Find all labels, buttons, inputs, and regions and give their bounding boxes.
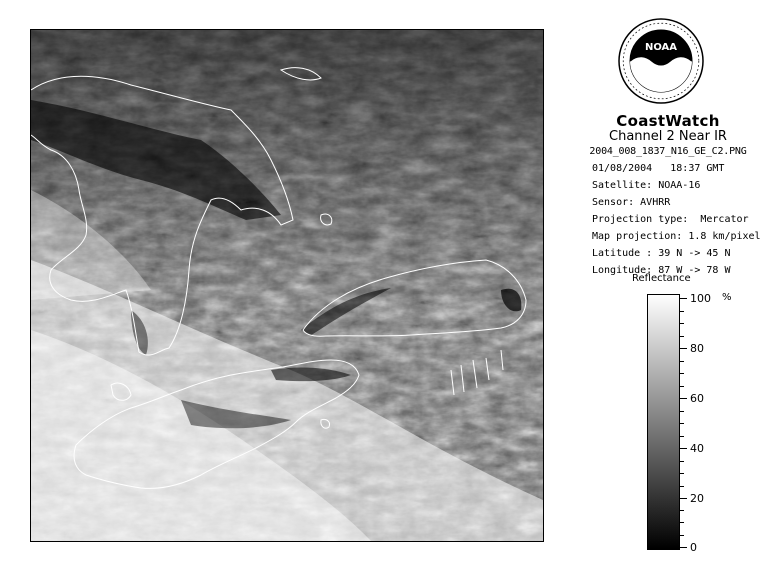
meta-satellite: Satellite: NOAA-16 — [592, 180, 701, 191]
tick-mark — [680, 398, 687, 399]
minor-tick — [680, 510, 684, 511]
minor-tick — [680, 486, 684, 487]
tick-label: 60 — [690, 392, 704, 405]
minor-tick — [680, 461, 684, 462]
minor-tick — [680, 311, 684, 312]
tick-mark — [680, 498, 687, 499]
meta-sensor: Sensor: AVHRR — [592, 197, 671, 208]
channel-title: Channel 2 Near IR — [609, 129, 727, 144]
tick-label: 0 — [690, 541, 697, 554]
tick-mark — [680, 348, 687, 349]
tick-label: 80 — [690, 342, 704, 355]
tick-label: 40 — [690, 442, 704, 455]
reflectance-colorbar — [647, 294, 680, 550]
tick-mark — [680, 448, 687, 449]
minor-tick — [680, 522, 684, 523]
brand-title: CoastWatch — [616, 112, 720, 130]
meta-latitude: Latitude : 39 N -> 45 N — [592, 248, 731, 259]
filename: 2004_008_1837_N16_GE_C2.PNG — [589, 146, 747, 157]
minor-tick — [680, 323, 684, 324]
minor-tick — [680, 386, 684, 387]
meta-longitude: Longitude: 87 W -> 78 W — [592, 265, 731, 276]
meta-map-projection: Map projection: 1.8 km/pixel — [592, 231, 761, 242]
satellite-image — [30, 29, 544, 542]
tick-mark — [680, 547, 687, 548]
tick-label: 20 — [690, 492, 704, 505]
minor-tick — [680, 436, 684, 437]
noaa-logo-text: NOAA — [644, 42, 678, 53]
minor-tick — [680, 535, 684, 536]
legend-label: Reflectance — [632, 273, 691, 284]
minor-tick — [680, 373, 684, 374]
minor-tick — [680, 361, 684, 362]
noaa-logo — [618, 18, 704, 104]
minor-tick — [680, 473, 684, 474]
meta-projection-type: Projection type: Mercator — [592, 214, 749, 225]
minor-tick — [680, 336, 684, 337]
meta-datetime: 01/08/2004 18:37 GMT — [592, 163, 725, 174]
minor-tick — [680, 411, 684, 412]
tick-mark — [680, 298, 687, 299]
tick-label: 100 — [690, 292, 711, 305]
minor-tick — [680, 423, 684, 424]
legend-unit: % — [722, 292, 732, 303]
